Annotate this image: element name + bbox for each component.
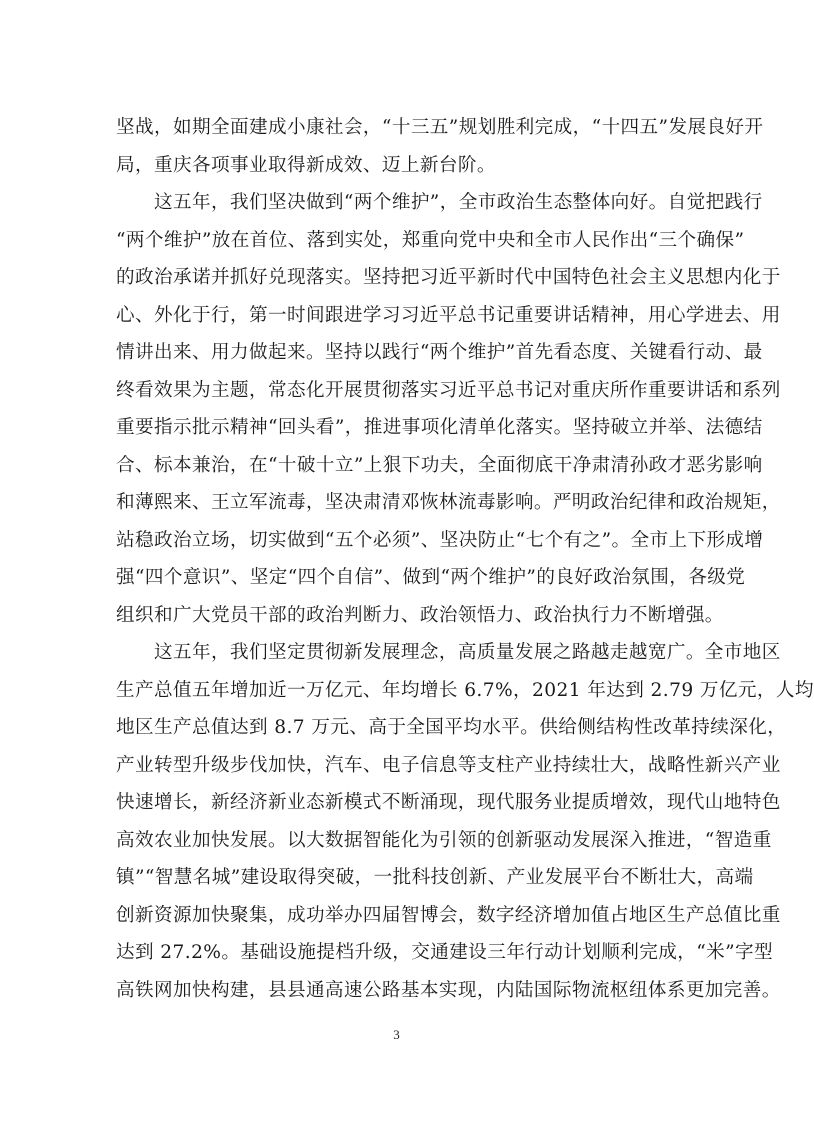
text-line: 坚战，如期全面建成小康社会，“十三五”规划胜利完成，“十四五”发展良好开 xyxy=(116,117,764,138)
text-line: 生产总值五年增加近一万亿元、年均增长 6.7%，2021 年达到 2.79 万亿元，人均 xyxy=(116,679,814,701)
text-line: 镇”“智慧名城”建设取得突破，一批科技创新、产业发展平台不断壮大，高端 xyxy=(116,867,754,888)
text-line: 重要指示批示精神“回头看”，推进事项化清单化落实。坚持破立并举、法德结 xyxy=(116,417,763,438)
paragraph-3 xyxy=(116,634,814,1009)
paragraph-2 xyxy=(116,184,781,634)
text-line: 和薄熙来、王立军流毒，坚决肃清邓恢林流毒影响。严明政治纪律和政治规矩， xyxy=(116,492,781,513)
text-line: 情讲出来、用力做起来。坚持以践行“两个维护”首先看态度、关键看行动、最 xyxy=(116,342,763,363)
text-line: 局，重庆各项事业取得新成效、迈上新台阶。 xyxy=(116,154,496,176)
text-line: 合、标本兼治，在“十破十立”上狠下功夫，全面彻底干净肃清孙政才恶劣影响 xyxy=(116,454,763,476)
paragraph-1 xyxy=(116,109,764,184)
text-line: 终看效果为主题，常态化开展贯彻落实习近平总书记对重庆所作重要讲话和系列 xyxy=(116,379,781,401)
text-line: 的政治承诺并抓好兑现落实。坚持把习近平新时代中国特色社会主义思想内化于 xyxy=(116,267,781,288)
text-line: “两个维护”放在首位、落到实处，郑重向党中央和全市人民作出“三个确保” xyxy=(116,229,745,251)
document-body xyxy=(116,109,814,1009)
text-line: 高效农业加快发展。以大数据智能化为引领的创新驱动发展深入推进，“智造重 xyxy=(116,829,772,851)
text-line: 组织和广大党员干部的政治判断力、政治领悟力、政治执行力不断增强。 xyxy=(116,604,724,626)
text-line: 快速增长，新经济新业态新模式不断涌现，现代服务业提质增效，现代山地特色 xyxy=(116,792,781,813)
page-number: 3 xyxy=(393,1027,400,1042)
text-line: 强“四个意识”、坚定“四个自信”、做到“两个维护”的良好政治氛围，各级党 xyxy=(116,567,746,588)
text-line: 心、外化于行，第一时间跟进学习习近平总书记重要讲话精神，用心学进去、用 xyxy=(116,304,781,326)
text-line: 这五年，我们坚定贯彻新发展理念，高质量发展之路越走越宽广。全市地区 xyxy=(116,642,781,663)
text-line: 高铁网加快构建，县县通高速公路基本实现，内陆国际物流枢纽体系更加完善。 xyxy=(116,979,781,1001)
text-line: 产业转型升级步伐加快，汽车、电子信息等支柱产业持续壮大，战略性新兴产业 xyxy=(116,754,781,776)
text-line: 站稳政治立场，切实做到“五个必须”、坚决防止“七个有之”。全市上下形成增 xyxy=(116,529,764,551)
text-line: 创新资源加快聚集，成功举办四届智博会，数字经济增加值占地区生产总值比重 xyxy=(116,904,781,926)
text-line: 达到 27.2%。基础设施提档升级，交通建设三年行动计划顺利完成，“米”字型 xyxy=(116,942,774,963)
text-line: 这五年，我们坚决做到“两个维护”，全市政治生态整体向好。自觉把践行 xyxy=(116,192,763,213)
text-line: 地区生产总值达到 8.7 万元、高于全国平均水平。供给侧结构性改革持续深化， xyxy=(116,717,787,738)
